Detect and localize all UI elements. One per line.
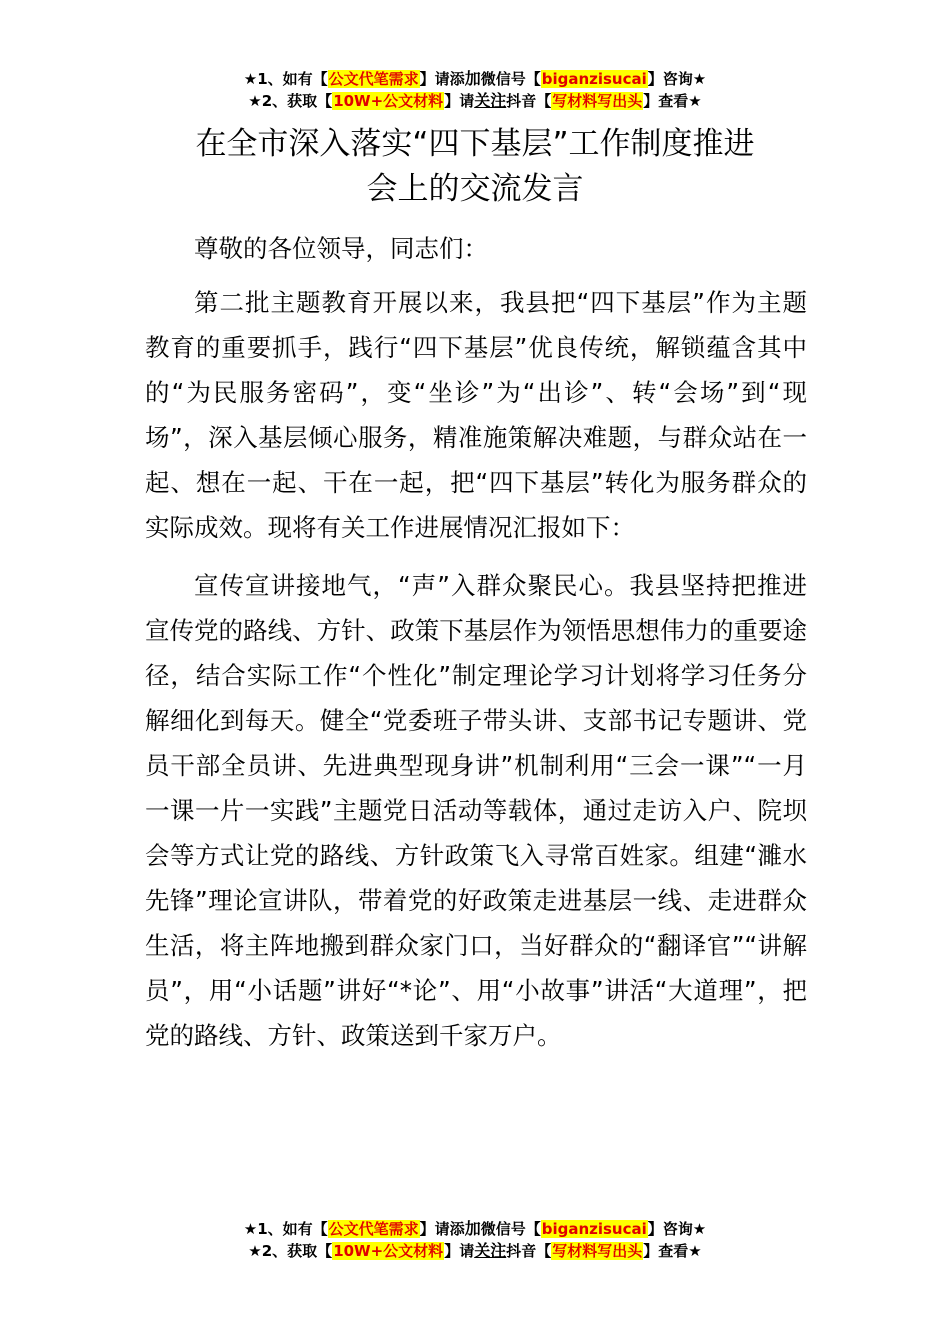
salutation: 尊敬的各位领导，同志们： <box>194 234 488 263</box>
promo-text: 】请添 <box>419 70 465 88</box>
promo-text: 】查看★ <box>643 92 702 110</box>
promo-text: ★1、如有【 <box>243 1220 328 1238</box>
promo-emphasis: 关注 <box>474 1241 507 1260</box>
promo-highlight: 10W+公文材料 <box>333 1242 444 1260</box>
promo-text: ★1、如有【 <box>243 70 328 88</box>
promo-highlight: 公文代笔需求 <box>328 70 419 88</box>
document-body <box>145 226 807 1058</box>
promo-text: 微信号【 <box>480 1220 541 1238</box>
promo-highlight: 10W+公文材料 <box>333 92 444 110</box>
promo-banner-top <box>0 68 950 112</box>
promo-text: 】咨询★ <box>647 70 707 88</box>
promo-banner-bottom <box>0 1218 950 1262</box>
promo-wechat-id: biganzisucai <box>541 70 647 88</box>
title-line-1: 在全市深入落实“四下基层”工作制度推进 <box>195 126 755 162</box>
promo-text: 】请添 <box>419 1220 465 1238</box>
promo-wechat-id: biganzisucai <box>541 1220 647 1238</box>
promo-emphasis: 关注 <box>474 91 507 110</box>
document-title <box>145 122 805 212</box>
promo-text: 抖音【 <box>506 92 552 110</box>
promo-emphasis: 加 <box>464 1219 481 1238</box>
promo-text: 】咨询★ <box>647 1220 707 1238</box>
promo-emphasis: 加 <box>464 69 481 88</box>
promo-line-2 <box>0 90 950 112</box>
promo-text: 】请 <box>444 1242 475 1260</box>
promo-douyin-name: 写材料写出头 <box>552 92 643 110</box>
promo-line-1 <box>0 68 950 90</box>
promo-text: 抖音【 <box>506 1242 552 1260</box>
promo-line-2 <box>0 1240 950 1262</box>
promo-text: 】查看★ <box>643 1242 702 1260</box>
promo-line-1 <box>0 1218 950 1240</box>
title-line-2: 会上的交流发言 <box>366 171 584 207</box>
promo-text: ★2、获取【 <box>248 92 333 110</box>
promo-text: ★2、获取【 <box>248 1242 333 1260</box>
promo-highlight: 公文代笔需求 <box>328 1220 419 1238</box>
promo-douyin-name: 写材料写出头 <box>552 1242 643 1260</box>
promo-text: 微信号【 <box>480 70 541 88</box>
promo-text: 】请 <box>444 92 475 110</box>
paragraph-publicity: 宣传宣讲接地气，“声”入群众聚民心。我县坚持把推进宣传党的路线、方针、政策下基层作为领悟思想伟力的重要途径，结合实际工作“个性化”制定理论学习计划将学习任务分解细化到每天。健全“党委班子带头讲、支部书记专题讲、党员干部全员讲、先进典型现身讲”机制利用“三会一课”“一月一课一片一实践”主题党日活动等载体，通过走访入户、院坝会等方式让党的路线、方针政策飞入寻常百姓家。组建“濉水先锋”理论宣讲队，带着党的好政策走进基层一线、走进群众生活，将主阵地搬到群众家门口，当好群众的“翻译官”“讲解员”，用“小话题”讲好“*论”、用“小故事”讲活“大道理”，把党的路线、方针、政策送到千家万户。 <box>145 571 807 1050</box>
paragraph-intro: 第二批主题教育开展以来，我县把“四下基层”作为主题教育的重要抓手，践行“四下基层”优良传统，解锁蕴含其中的“为民服务密码”，变“坐诊”为“出诊”、转“会场”到“现场”，深入基层倾心服务，精准施策解决难题，与群众站在一起、想在一起、干在一起，把“四下基层”转化为服务群众的实际成效。现将有关工作进展情况汇报如下： <box>145 288 807 542</box>
